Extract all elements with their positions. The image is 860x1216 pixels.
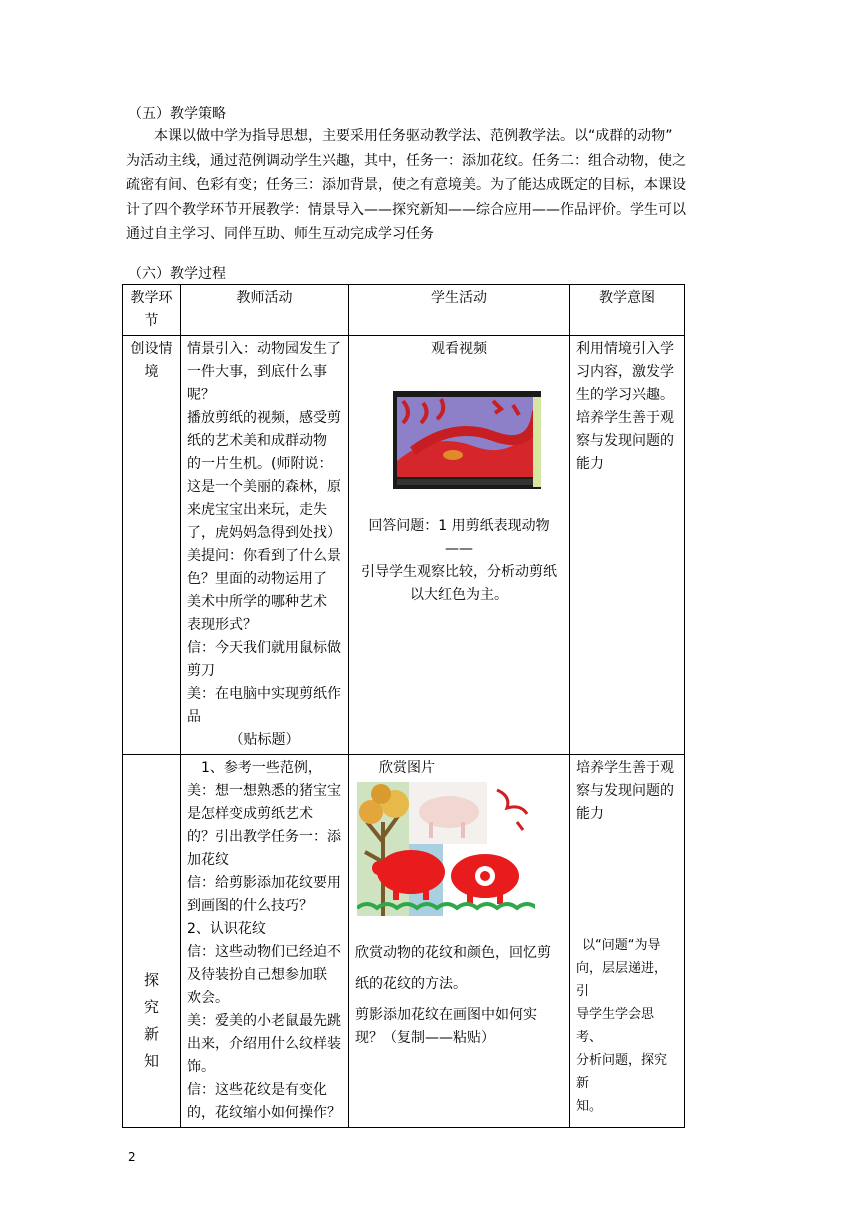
header-teacher: 教师活动 xyxy=(181,285,349,336)
intent-cell xyxy=(570,336,685,755)
student-line: 以大红色为主。 xyxy=(410,587,508,603)
intent-line: 能力 xyxy=(576,806,604,822)
teacher-line: 美：爱美的小老鼠最先跳 xyxy=(187,1013,341,1029)
teacher-line: 美提问：你看到了什么景 xyxy=(187,548,341,564)
intent-line: 察与发现问题的 xyxy=(576,433,674,449)
section6-title: （六）教学过程 xyxy=(128,266,226,282)
teacher-cell xyxy=(181,755,349,1128)
paragraph-line: 为活动主线，通过范例调动学生兴趣，其中，任务一：添加花纹。任务二：组合动物，使之 xyxy=(126,152,686,169)
stage-char: 究 xyxy=(143,998,159,1016)
teacher-cell xyxy=(181,336,349,755)
student-cell xyxy=(349,336,570,755)
student-line: 剪影添加花纹在画图中如何实 xyxy=(355,1007,537,1023)
intent-line: 知。 xyxy=(576,1099,603,1114)
student-line: 引导学生观察比较，分析动剪纸 xyxy=(361,564,557,580)
teacher-line: 欢会。 xyxy=(187,990,229,1006)
paragraph-line: 通过自主学习、同伴互助、师生互动完成学习任务 xyxy=(126,226,434,242)
section5-paragraph xyxy=(126,124,738,247)
teacher-line: 2、认识花纹 xyxy=(187,921,266,937)
teaching-process-table xyxy=(122,284,685,1128)
teacher-line: 信：给剪影添加花纹要用 xyxy=(187,875,341,891)
teacher-line: 纸的艺术美和成群动物 xyxy=(187,433,327,449)
teacher-line: 来虎宝宝出来玩，走失 xyxy=(187,502,327,518)
teacher-line: 美：在电脑中实现剪纸作 xyxy=(187,686,341,702)
stage-char: 新 xyxy=(143,1025,159,1043)
teacher-line: 的？引出教学任务一：添 xyxy=(187,829,341,845)
student-line: 观看视频 xyxy=(431,341,487,357)
intent-line: 能力 xyxy=(576,456,604,472)
papercut-video-image xyxy=(393,391,541,489)
intent-line: 生的学习兴趣。 xyxy=(576,387,674,403)
teacher-line: （贴标题） xyxy=(229,732,300,748)
teacher-line: 美术中所学的哪种艺术 xyxy=(187,594,327,610)
stage-char: 探 xyxy=(143,971,159,989)
teacher-line: 品 xyxy=(187,709,201,725)
table-row xyxy=(123,336,685,755)
stage-cell: 创设情境 xyxy=(123,336,181,755)
stage-cell xyxy=(123,755,181,1128)
teacher-line: 加花纹 xyxy=(187,852,229,868)
student-line: 欣赏图片 xyxy=(379,760,435,776)
teacher-line: 出来，介绍用什么纹样装 xyxy=(187,1036,341,1052)
paragraph-line: 疏密有间、色彩有变；任务三：添加背景，使之有意境美。为了能达成既定的目标，本课设 xyxy=(126,177,686,193)
teacher-line: 了，虎妈妈急得到处找） xyxy=(187,525,341,541)
header-intent: 教学意图 xyxy=(570,285,685,336)
table-row xyxy=(123,755,685,1128)
teacher-line: 的，花纹缩小如何操作？ xyxy=(187,1105,341,1121)
student-cell xyxy=(349,755,570,1128)
intent-line: 导学生学会思考、 xyxy=(576,1007,655,1045)
intent-line: 分析问题，探究新 xyxy=(576,1053,668,1091)
intent-line: 以“问题“为导 xyxy=(582,938,661,953)
student-line: 欣赏动物的花纹和颜色，回忆剪 xyxy=(355,945,551,961)
intent-line: 培养学生善于观 xyxy=(576,410,674,426)
teacher-line: 情景引入：动物园发生了 xyxy=(187,341,341,357)
teacher-line: 色？里面的动物运用了 xyxy=(187,571,327,587)
teacher-line: 一件大事，到底什么事 xyxy=(187,364,327,380)
teacher-line: 美：想一想熟悉的猪宝宝 xyxy=(187,783,341,799)
teacher-line: 到画图的什么技巧？ xyxy=(187,898,313,914)
student-line: 现？（复制——粘贴） xyxy=(355,1030,495,1046)
teacher-line: 信：这些花纹是有变化 xyxy=(187,1082,327,1098)
teacher-line: 表现形式？ xyxy=(187,617,257,633)
page-number: 2 xyxy=(128,1150,136,1164)
header-student: 学生活动 xyxy=(349,285,570,336)
student-line: 纸的花纹的方法。 xyxy=(355,976,467,992)
intent-line: 察与发现问题的 xyxy=(576,783,674,799)
teacher-line: 及待装扮自己想参加联 xyxy=(187,967,327,983)
paragraph-line: 计了四个教学环节开展教学：情景导入——探究新知——综合应用——作品评价。学生可以 xyxy=(126,201,686,218)
intent-cell xyxy=(570,755,685,1128)
teacher-line: 1、参考一些范例， xyxy=(201,760,322,776)
intent-line: 向，层层递进，引 xyxy=(576,961,668,999)
intent-line: 利用情境引入学 xyxy=(576,341,674,357)
stage-char: 知 xyxy=(143,1052,159,1070)
paragraph-line: 本课以做中学为指导思想，主要采用任务驱动教学法、范例教学法。以“成群的动物” xyxy=(154,128,673,144)
teacher-line: 剪刀 xyxy=(187,663,215,679)
student-line: 回答问题：1 用剪纸表现动物—— xyxy=(368,518,550,557)
section5-title: （五）教学策略 xyxy=(128,106,226,122)
teacher-line: 信：今天我们就用鼠标做 xyxy=(187,640,341,656)
teacher-line: 播放剪纸的视频，感受剪 xyxy=(187,410,341,426)
table-header-row xyxy=(123,285,685,336)
teacher-line: 的一片生机。(师附说： xyxy=(187,456,333,472)
header-stage: 教学环节 xyxy=(123,285,181,336)
teacher-line: 饰。 xyxy=(187,1059,215,1075)
teacher-line: 呢？ xyxy=(187,387,215,403)
intent-line: 习内容，激发学 xyxy=(576,364,674,380)
intent-line: 培养学生善于观 xyxy=(576,760,674,776)
teacher-line: 是怎样变成剪纸艺术 xyxy=(187,806,313,822)
teacher-line: 这是一个美丽的森林，原 xyxy=(187,479,341,495)
teacher-line: 信：这些动物们已经迫不 xyxy=(187,944,341,960)
papercut-pigs-image xyxy=(357,782,535,916)
